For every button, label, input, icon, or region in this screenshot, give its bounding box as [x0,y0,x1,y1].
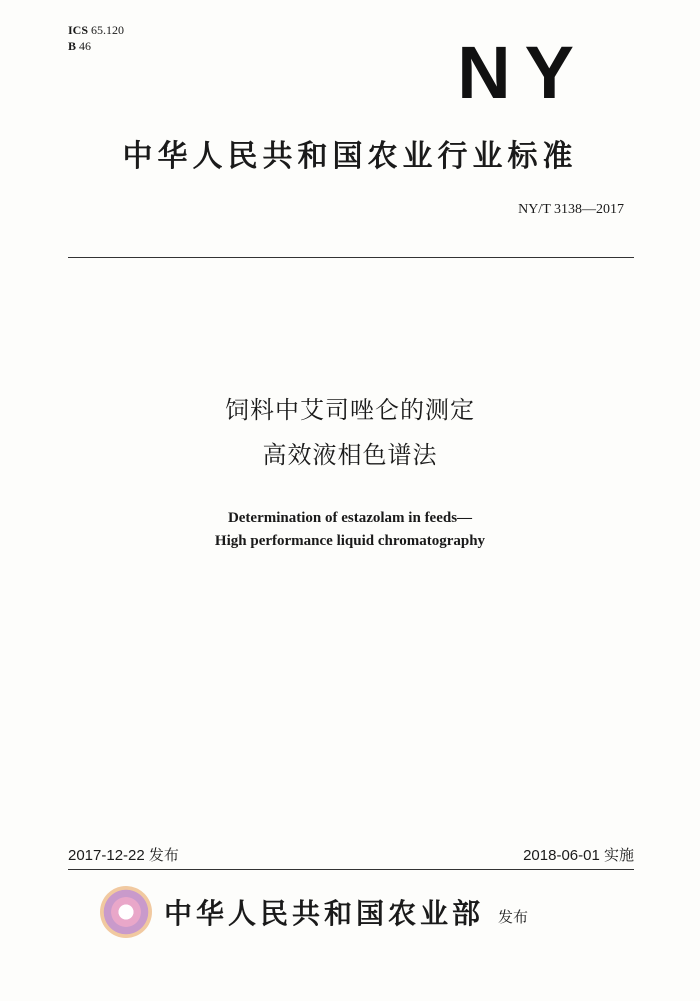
ics-code [68,22,124,38]
issue-date: 2017-12-22 发布 [68,847,179,864]
standard-number: NY/T 3138—2017 [518,202,624,217]
ccs-label: B [68,39,77,53]
english-title-line-1: Determination of estazolam in feeds— [227,510,473,526]
publish-word: 发布 [498,907,529,926]
chinese-title-line-1: 饲料中艾司唑仑的测定 [225,396,475,424]
organization-title: 中华人民共和国农业行业标准 [122,139,578,174]
chinese-title-line-2: 高效液相色谱法 [262,441,438,469]
publisher-name: 中华人民共和国农业部 [164,897,485,930]
ny-logo-mark: NY [457,31,588,114]
implementation-date: 2018-06-01 实施 [523,847,634,864]
footer-divider [68,869,634,870]
ics-number: 65.120 [91,23,125,37]
publisher-row [100,882,528,942]
ics-label: ICS [68,23,89,37]
header-divider [68,257,634,258]
ccs-code [68,38,124,54]
classification-codes [68,22,124,54]
english-title-line-2: High performance liquid chromatography [214,533,486,549]
ministry-seal-icon [100,886,152,938]
ccs-number: 46 [79,39,92,53]
